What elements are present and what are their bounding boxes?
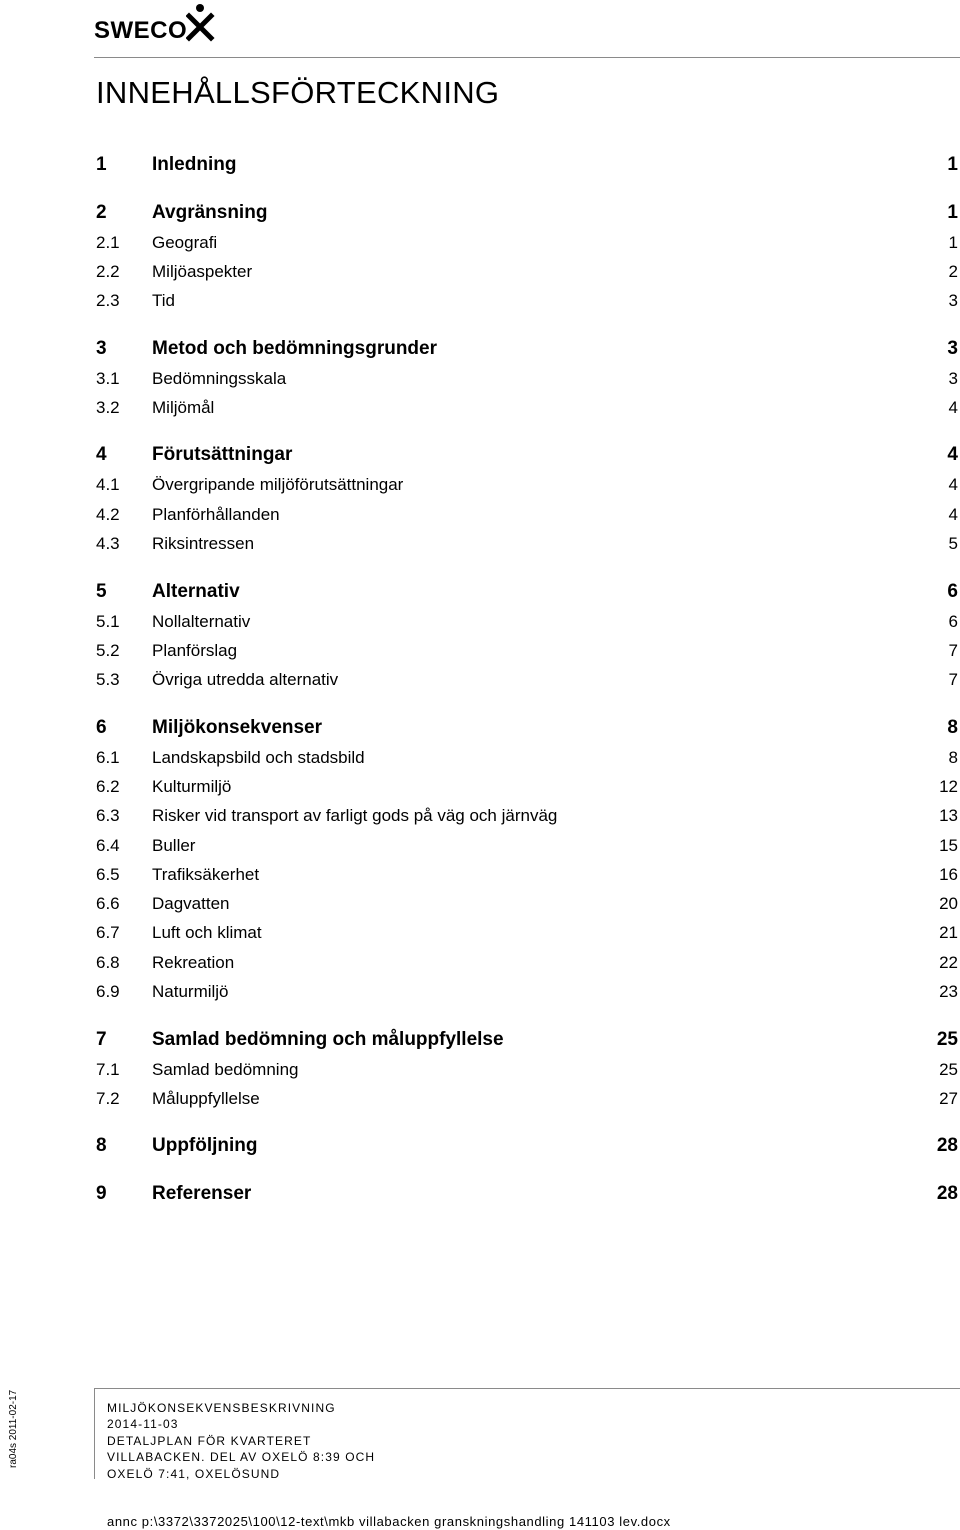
toc-entry-title: Bedömningsskala <box>152 368 287 388</box>
toc-entry-title: Nollalternativ <box>152 611 251 631</box>
toc-entry-number: 6.6 <box>96 894 120 914</box>
toc-entry-number: 4.1 <box>96 475 120 495</box>
toc-section-row[interactable] <box>96 288 958 314</box>
toc-entry-number: 8 <box>96 1135 107 1157</box>
toc-entry-page: 16 <box>939 864 958 884</box>
toc-entry-page: 27 <box>939 1088 958 1108</box>
toc-entry-number: 6.1 <box>96 747 120 767</box>
toc-entry-number: 5.2 <box>96 640 120 660</box>
toc-entry-page: 7 <box>948 640 958 660</box>
toc-entry-number: 3 <box>96 337 107 359</box>
toc-section-row[interactable] <box>96 862 958 888</box>
template-code: ra04s 2011-02-17 <box>8 1389 19 1468</box>
toc-entry-title: Miljöaspekter <box>152 261 253 281</box>
toc-entry-number: 7.1 <box>96 1059 120 1079</box>
toc-entry-number: 2.3 <box>96 291 120 311</box>
document-date: 2014-11-03 <box>107 1417 179 1432</box>
toc-chapter-row[interactable] <box>96 715 958 741</box>
toc-entry-number: 6.9 <box>96 982 120 1001</box>
toc-entry-title: Miljökonsekvenser <box>152 716 323 738</box>
toc-entry-page: 8 <box>948 747 958 767</box>
toc-entry-title: Trafiksäkerhet <box>152 864 260 884</box>
toc-entry-title: Luft och klimat <box>152 923 262 943</box>
toc-entry-number: 5 <box>96 580 107 602</box>
toc-section-row[interactable] <box>96 1086 958 1112</box>
toc-section-row[interactable] <box>96 833 958 859</box>
toc-entry-page: 23 <box>939 982 958 1001</box>
toc-entry-title: Inledning <box>152 154 237 175</box>
toc-entry-number: 9 <box>96 1182 107 1204</box>
toc-chapter-row[interactable] <box>96 200 958 226</box>
toc-entry-page: 6 <box>947 580 958 602</box>
toc-chapter-row[interactable] <box>96 1181 958 1207</box>
toc-entry-page: 12 <box>939 776 958 796</box>
toc-entry-title: Buller <box>152 835 196 855</box>
toc-section-row[interactable] <box>96 259 958 285</box>
toc-entry-page: 6 <box>948 611 958 631</box>
toc-entry-page: 25 <box>939 1059 958 1079</box>
toc-entry-title: Kulturmiljö <box>152 776 232 796</box>
document-info-box <box>94 1388 960 1479</box>
toc-entry-page: 25 <box>936 1028 958 1050</box>
toc-section-row[interactable] <box>96 638 958 664</box>
toc-entry-page: 4 <box>947 444 958 466</box>
toc-entry-title: Förutsättningar <box>152 444 293 466</box>
toc-entry-title: Planförslag <box>152 640 238 660</box>
toc-section-row[interactable] <box>96 950 958 976</box>
toc-section-row[interactable] <box>96 395 958 421</box>
toc-section-row[interactable] <box>96 803 958 829</box>
toc-section-row[interactable] <box>96 891 958 917</box>
toc-entry-page: 20 <box>939 894 958 914</box>
toc-entry-page: 8 <box>947 716 958 738</box>
toc-entry-page: 7 <box>948 670 958 690</box>
toc-entry-number: 6.8 <box>96 952 120 972</box>
toc-entry-page: 1 <box>947 201 958 223</box>
document-subject-line-3: OXELÖ 7:41, OXELÖSUND <box>107 1466 281 1481</box>
document-type: MILJÖKONSEKVENSBESKRIVNING <box>107 1401 336 1415</box>
toc-entry-title: Avgränsning <box>152 201 268 223</box>
toc-section-row[interactable] <box>96 745 958 771</box>
toc-entry-page: 2 <box>948 261 958 281</box>
toc-entry-title: Riksintressen <box>152 534 255 553</box>
toc-entry-page: 13 <box>939 806 958 826</box>
document-subject-line-2: VILLABACKEN. DEL AV OXELÖ 8:39 OCH <box>107 1450 376 1465</box>
toc-entry-page: 15 <box>939 835 958 855</box>
toc-entry-title: Naturmiljö <box>152 982 229 1001</box>
toc-entry-title: Rekreation <box>152 952 235 972</box>
toc-entry-page: 4 <box>948 397 958 417</box>
toc-section-row[interactable] <box>96 366 958 392</box>
toc-section-row[interactable] <box>96 609 958 635</box>
toc-entry-page: 28 <box>936 1182 958 1204</box>
toc-section-row[interactable] <box>96 774 958 800</box>
toc-entry-number: 5.3 <box>96 670 120 690</box>
toc-entry-number: 5.1 <box>96 611 120 631</box>
toc-entry-number: 1 <box>96 154 107 175</box>
toc-entry-title: Övergripande miljöförutsättningar <box>152 475 404 495</box>
toc-entry-page: 3 <box>948 368 958 388</box>
toc-entry-number: 2.2 <box>96 261 120 281</box>
toc-entry-title: Samlad bedömning <box>152 1059 299 1079</box>
document-subject-line-1: DETALJPLAN FÖR KVARTERET <box>107 1433 312 1448</box>
toc-entry-number: 6.2 <box>96 776 120 796</box>
page-title: INNEHÅLLSFÖRTECKNING <box>96 75 500 110</box>
toc-entry-number: 6.7 <box>96 923 120 943</box>
toc-entry-number: 4.2 <box>96 504 120 524</box>
toc-entry-title: Referenser <box>152 1182 252 1204</box>
toc-entry-number: 2.1 <box>96 232 120 252</box>
toc-section-row[interactable] <box>96 472 958 498</box>
toc-entry-title: Tid <box>152 291 175 311</box>
toc-entry-number: 6.4 <box>96 835 120 855</box>
toc-entry-page: 28 <box>936 1135 958 1157</box>
toc-entry-page: 3 <box>948 291 958 311</box>
toc-entry-title: Samlad bedömning och måluppfyllelse <box>152 1028 504 1050</box>
toc-chapter-row[interactable] <box>96 579 958 605</box>
toc-section-row[interactable] <box>96 531 958 557</box>
toc-entry-title: Risker vid transport av farligt gods på väg och järnväg <box>152 806 558 826</box>
toc-entry-page: 22 <box>939 952 958 972</box>
toc-entry-title: Uppföljning <box>152 1135 258 1157</box>
toc-entry-number: 4.3 <box>96 534 120 553</box>
toc-entry-number: 4 <box>96 444 107 466</box>
sweco-mark-icon <box>186 2 218 42</box>
toc-entry-page: 4 <box>948 504 958 524</box>
toc-section-row[interactable] <box>96 230 958 256</box>
toc-chapter-row[interactable] <box>96 152 958 178</box>
toc-section-row[interactable] <box>96 502 958 528</box>
toc-entry-number: 6 <box>96 716 107 738</box>
toc-entry-title: Dagvatten <box>152 894 230 914</box>
toc-entry-title: Geografi <box>152 232 218 252</box>
toc-entry-page: 4 <box>948 475 958 495</box>
toc-entry-title: Måluppfyllelse <box>152 1088 260 1108</box>
toc-entry-title: Planförhållanden <box>152 504 280 524</box>
toc-entry-page: 5 <box>948 534 958 553</box>
logo-wordmark: SWECO <box>94 17 188 44</box>
toc-entry-title: Miljömål <box>152 397 215 417</box>
file-path: annc p:\3372\3372025\100\12-text\mkb villabacken granskningshandling 141103 lev.docx <box>107 1514 671 1529</box>
toc-section-row[interactable] <box>96 920 958 946</box>
toc-chapter-row[interactable] <box>96 1133 958 1159</box>
toc-chapter-row[interactable] <box>96 1027 958 1053</box>
toc-section-row[interactable] <box>96 667 958 693</box>
toc-entry-page: 1 <box>948 232 958 252</box>
toc-entry-number: 7.2 <box>96 1088 120 1108</box>
document-info-lines <box>107 1400 375 1482</box>
toc-entry-title: Landskapsbild och stadsbild <box>152 747 365 767</box>
toc-entry-page: 21 <box>939 923 958 943</box>
toc-entry-page: 1 <box>947 154 958 175</box>
toc-entry-page: 3 <box>947 337 958 359</box>
toc-chapter-row[interactable] <box>96 336 958 362</box>
toc-entry-title: Övriga utredda alternativ <box>152 670 339 690</box>
toc-chapter-row[interactable] <box>96 442 958 468</box>
toc-entry-title: Alternativ <box>152 580 240 602</box>
toc-entry-number: 3.1 <box>96 368 120 388</box>
toc-entry-number: 6.5 <box>96 864 120 884</box>
toc-section-row[interactable] <box>96 979 958 1005</box>
header-rule <box>94 57 960 58</box>
sweco-logo <box>94 2 224 46</box>
toc-entry-title: Metod och bedömningsgrunder <box>152 337 437 359</box>
toc-entry-number: 2 <box>96 201 107 223</box>
toc-entry-number: 6.3 <box>96 806 120 826</box>
toc-entry-number: 3.2 <box>96 397 120 417</box>
toc-section-row[interactable] <box>96 1057 958 1083</box>
toc-entry-number: 7 <box>96 1028 107 1050</box>
